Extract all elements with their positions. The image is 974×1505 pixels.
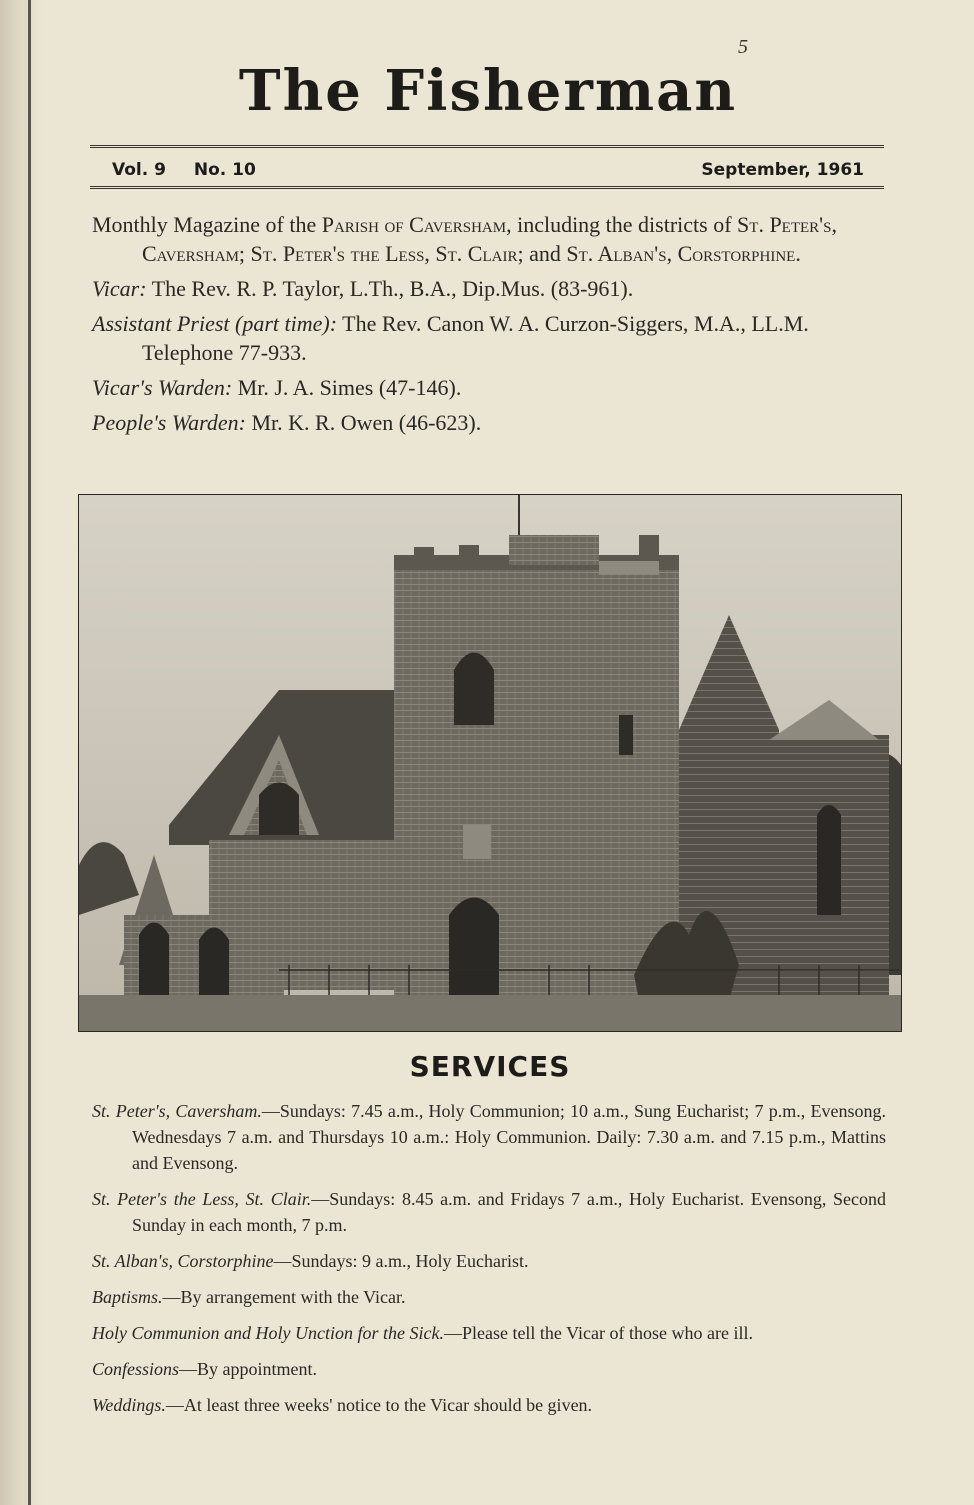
services-list <box>92 1098 886 1428</box>
church-photograph <box>78 494 902 1032</box>
intro-district-st-clair: St. Peter's the Less, St. Clair; <box>250 241 524 266</box>
tower-door <box>449 898 499 1001</box>
intro-prefix: Monthly Magazine of the <box>92 212 322 237</box>
issue-date: September, 1961 <box>701 160 864 180</box>
service-entry <box>92 1098 886 1176</box>
gable-window <box>259 783 299 836</box>
service-detail: —At least three weeks' notice to the Vicar should be given. <box>165 1395 593 1415</box>
service-name: St. Alban's, Corstorphine <box>92 1251 274 1271</box>
clergy-role: Assistant Priest (part time): <box>92 311 338 336</box>
issue-line <box>112 157 864 183</box>
clergy-peoples-warden <box>92 408 888 437</box>
service-name: St. Peter's, Caversham. <box>92 1101 262 1121</box>
services-heading: SERVICES <box>409 1050 571 1083</box>
service-entry <box>92 1186 886 1238</box>
service-name: St. Peter's the Less, St. Clair. <box>92 1189 312 1209</box>
flag <box>599 561 659 575</box>
tower-window <box>454 653 494 726</box>
intro-parish: Parish of Caversham, <box>321 212 512 237</box>
service-name: Confessions <box>92 1359 180 1379</box>
tower <box>394 555 679 1000</box>
footpath <box>79 995 901 1031</box>
clergy-detail: Mr. K. R. Owen (46-623). <box>251 410 482 435</box>
chancel-window <box>817 805 841 915</box>
chancel <box>719 735 889 1005</box>
intro-district-caversham: St. Peter's, Caversham; <box>142 212 837 266</box>
masthead-title: The Fisherman <box>238 58 738 124</box>
page-mark: 5 <box>738 36 748 58</box>
clergy-vicar <box>92 274 888 303</box>
clergy-detail: The Rev. R. P. Taylor, L.Th., B.A., Dip.Mus. (83-961). <box>151 276 634 301</box>
service-entry <box>92 1356 886 1382</box>
page-edge <box>0 0 42 1505</box>
porch-door <box>139 923 169 996</box>
tower-shield <box>463 825 491 859</box>
porch-arch <box>199 928 229 996</box>
parish-intro <box>92 210 888 443</box>
issue-volume-number <box>112 160 256 180</box>
intro-and: and <box>523 241 567 266</box>
service-detail: —By appointment. <box>179 1359 318 1379</box>
intro-middle: including the districts of <box>511 212 738 237</box>
service-name: Holy Communion and Holy Unction for the Sick. <box>92 1323 444 1343</box>
service-name: Baptisms. <box>92 1287 163 1307</box>
clergy-assistant-priest <box>92 309 888 367</box>
service-entry <box>92 1320 886 1346</box>
issue-volume: Vol. 9 <box>112 160 166 180</box>
intro-paragraph <box>92 210 888 268</box>
tower-slit-window <box>619 715 633 755</box>
service-detail: —Sundays: 8.45 a.m. and Fridays 7 a.m., Holy Eucharist. Evensong, Second Sunday in each month, 7 p.m. <box>132 1189 886 1235</box>
service-detail: —By arrangement with the Vicar. <box>162 1287 406 1307</box>
tower-top <box>509 535 599 565</box>
clergy-vicars-warden <box>92 373 888 402</box>
clergy-role: Vicar's Warden: <box>92 375 233 400</box>
clergy-detail: The Rev. Canon W. A. Curzon-Siggers, M.A., LL.M. Telephone 77-933. <box>142 311 809 365</box>
service-entry <box>92 1248 886 1274</box>
service-detail: —Sundays: 9 a.m., Holy Eucharist. <box>273 1251 529 1271</box>
issue-number: No. 10 <box>193 160 256 180</box>
clergy-detail: Mr. J. A. Simes (47-146). <box>237 375 462 400</box>
masthead-rule-top <box>90 145 884 148</box>
intro-district-corstorphine: St. Alban's, Corstorphine. <box>566 241 801 266</box>
clergy-role: People's Warden: <box>92 410 246 435</box>
clergy-role: Vicar: <box>92 276 147 301</box>
service-entry <box>92 1392 886 1418</box>
service-entry <box>92 1284 886 1310</box>
binding-spine <box>28 0 31 1505</box>
service-detail: —Please tell the Vicar of those who are ill. <box>443 1323 753 1343</box>
service-detail: —Sundays: 7.45 a.m., Holy Communion; 10 a.m., Sung Eucharist; 7 p.m., Evensong. Wednesdays 7 a.m. and Thursdays 10 a.m.: Holy Communion. Daily: 7.30 a.m. and 7.15 p.m., Mattins and Evensong. <box>132 1101 886 1173</box>
service-name: Weddings. <box>92 1395 166 1415</box>
church-illustration <box>79 495 901 1031</box>
masthead-rule-bottom <box>90 186 884 189</box>
